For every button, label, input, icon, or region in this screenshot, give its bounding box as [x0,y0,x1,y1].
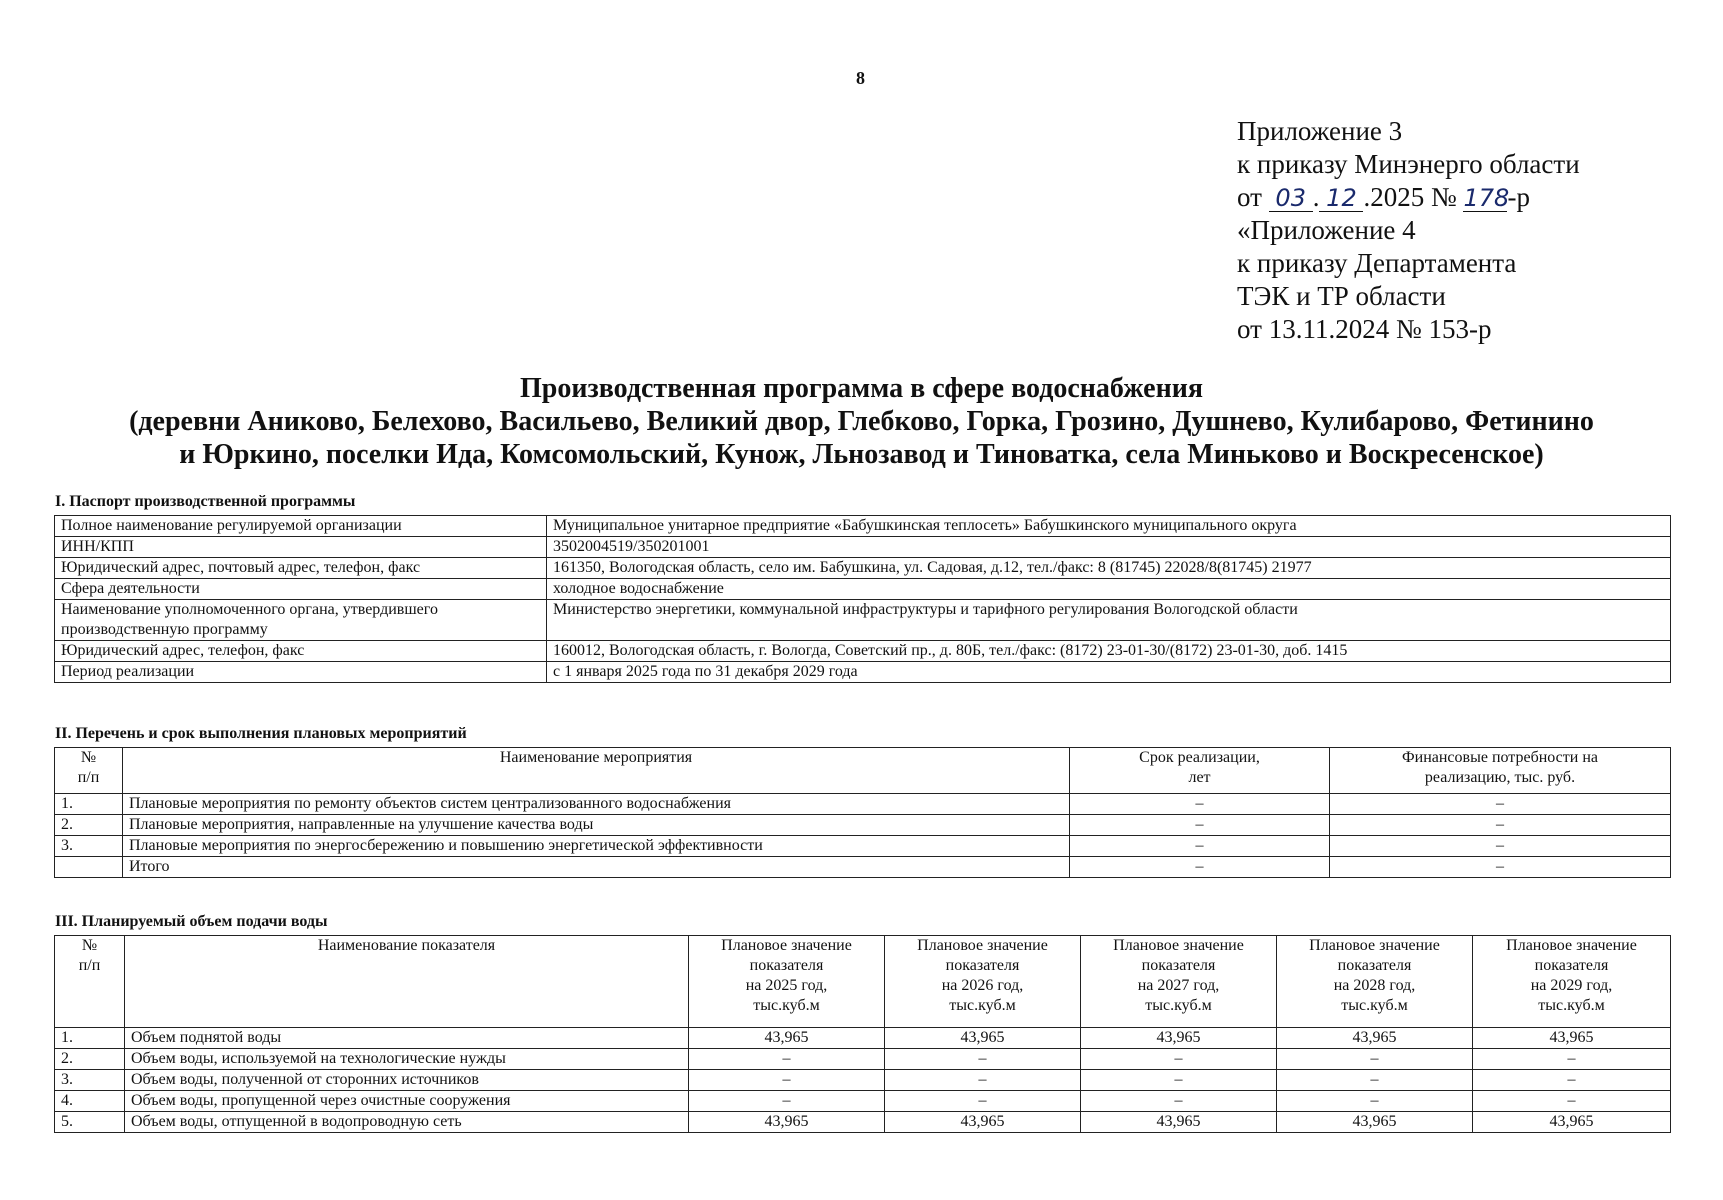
table-row [55,794,1671,815]
volume-value: 43,965 [885,1112,1081,1133]
volume-value: – [885,1070,1081,1091]
measures-header-term: Срок реализации, лет [1070,748,1330,794]
volume-value: – [689,1091,885,1112]
order-number-handwritten: 178 [1463,184,1510,212]
appendix-line-4: «Приложение 4 [1237,215,1416,245]
volume-header-name: Наименование показателя [125,936,689,1028]
measure-name: Итого [123,857,1070,878]
measure-term: – [1070,857,1330,878]
volume-value: – [885,1049,1081,1070]
volume-value: 43,965 [1081,1112,1277,1133]
table-row [55,579,1671,600]
passport-value: Муниципальное унитарное предприятие «Бабушкинская теплосеть» Бабушкинского муниципального округа [547,516,1671,537]
passport-value: 3502004519/350201001 [547,537,1671,558]
volume-value: – [1473,1070,1671,1091]
table-row [55,1070,1671,1091]
measure-name: Плановые мероприятия по ремонту объектов систем централизованного водоснабжения [123,794,1070,815]
table-row [55,836,1671,857]
volume-value: 43,965 [689,1112,885,1133]
table-row [55,600,1671,641]
volume-header-2027: Плановое значение показателя на 2027 год, тыс.куб.м [1081,936,1277,1028]
table-row [55,558,1671,579]
measure-finance: – [1330,794,1671,815]
table-row [55,1091,1671,1112]
volume-value: 43,965 [885,1028,1081,1049]
volume-value: – [1081,1049,1277,1070]
measure-num [55,857,123,878]
volume-num: 4. [55,1091,125,1112]
measure-finance: – [1330,857,1671,878]
table-row [55,537,1671,558]
volume-header-num: № п/п [55,936,125,1028]
measure-num: 1. [55,794,123,815]
passport-table [54,515,1671,683]
section-1-heading: I. Паспорт производственной программы [55,493,356,510]
appendix-line-7: от 13.11.2024 № 153-р [1237,314,1492,344]
volume-name: Объем воды, отпущенной в водопроводную сеть [125,1112,689,1133]
appendix-line-6: ТЭК и ТР области [1237,281,1446,311]
volume-num: 5. [55,1112,125,1133]
table-row [55,1028,1671,1049]
volume-value: 43,965 [1277,1112,1473,1133]
volume-value: – [1081,1091,1277,1112]
volume-value: 43,965 [689,1028,885,1049]
table-row [55,857,1671,878]
passport-label: Полное наименование регулируемой организации [55,516,547,537]
table-row [55,641,1671,662]
table-row [55,1049,1671,1070]
measure-num: 2. [55,815,123,836]
passport-label: Наименование уполномоченного органа, утвердившего производственную программу [55,600,547,641]
table-row [55,516,1671,537]
date-dot: . [1312,182,1320,212]
table-row [55,815,1671,836]
volume-header-2025: Плановое значение показателя на 2025 год, тыс.куб.м [689,936,885,1028]
volume-name: Объем воды, полученной от сторонних источников [125,1070,689,1091]
measure-name: Плановые мероприятия по энергосбережению и повышению энергетической эффективности [123,836,1070,857]
measures-header-finance: Финансовые потребности на реализацию, тыс. руб. [1330,748,1671,794]
volume-num: 2. [55,1049,125,1070]
water-volume-table [54,935,1671,1133]
volume-num: 1. [55,1028,125,1049]
order-month-handwritten: 12 [1319,185,1363,212]
passport-value: Министерство энергетики, коммунальной инфраструктуры и тарифного регулирования Вологодской области [547,600,1671,641]
volume-value: – [1081,1070,1277,1091]
measure-finance: – [1330,815,1671,836]
passport-label: Период реализации [55,662,547,683]
measures-table [54,747,1671,878]
title-line-1: Производственная программа в сфере водоснабжения [519,373,1204,404]
section-3-heading: III. Планируемый объем подачи воды [55,913,328,930]
passport-label: ИНН/КПП [55,537,547,558]
volume-value: – [1277,1070,1473,1091]
volume-value: – [885,1091,1081,1112]
order-prefix: от [1237,182,1262,212]
volume-name: Объем воды, используемой на технологические нужды [125,1049,689,1070]
page-number: 8 [856,68,865,88]
measure-term: – [1070,836,1330,857]
appendix-line-5: к приказу Департамента [1237,248,1517,278]
order-suffix: -р [1507,182,1530,212]
appendix-order-line [1237,181,1580,214]
volume-value: 43,965 [1473,1112,1671,1133]
document-title [0,372,1723,471]
measure-num: 3. [55,836,123,857]
order-day-handwritten: 03 [1269,185,1313,212]
table-row [55,1112,1671,1133]
table-row [55,662,1671,683]
passport-value: с 1 января 2025 года по 31 декабря 2029 года [547,662,1671,683]
volume-value: – [1277,1091,1473,1112]
volume-value: – [1473,1091,1671,1112]
volume-value: 43,965 [1473,1028,1671,1049]
passport-value: 161350, Вологодская область, село им. Бабушкина, ул. Садовая, д.12, тел./факс: 8 (81745) 22028/8(81745) 21977 [547,558,1671,579]
passport-label: Юридический адрес, почтовый адрес, телефон, факс [55,558,547,579]
measure-name: Плановые мероприятия, направленные на улучшение качества воды [123,815,1070,836]
volume-name: Объем воды, пропущенной через очистные сооружения [125,1091,689,1112]
appendix-line-1: Приложение 3 [1237,116,1403,146]
passport-label: Юридический адрес, телефон, факс [55,641,547,662]
appendix-line-2: к приказу Минэнерго области [1237,149,1580,179]
measures-header-num: № п/п [55,748,123,794]
appendix-block [1237,115,1580,346]
order-year: .2025 № [1363,182,1457,212]
volume-value: 43,965 [1081,1028,1277,1049]
measure-finance: – [1330,836,1671,857]
measure-term: – [1070,815,1330,836]
title-line-3: и Юркино, поселки Ида, Комсомольский, Кунож, Льнозавод и Тиноватка, села Миньково и Воскресенское) [179,439,1544,470]
volume-header-2026: Плановое значение показателя на 2026 год, тыс.куб.м [885,936,1081,1028]
passport-label: Сфера деятельности [55,579,547,600]
volume-value: – [689,1049,885,1070]
volume-header-2029: Плановое значение показателя на 2029 год, тыс.куб.м [1473,936,1671,1028]
title-line-2: (деревни Аниково, Белехово, Васильево, Великий двор, Глебково, Горка, Грозино, Душнево, Кулибарово, Фетинино [129,406,1594,437]
passport-value: 160012, Вологодская область, г. Вологда, Советский пр., д. 80Б, тел./факс: (8172) 23-01-30/(8172) 23-01-30, доб. 1415 [547,641,1671,662]
volume-name: Объем поднятой воды [125,1028,689,1049]
section-2-heading: II. Перечень и срок выполнения плановых мероприятий [55,725,467,742]
volume-value: – [689,1070,885,1091]
passport-value: холодное водоснабжение [547,579,1671,600]
volume-value: – [1473,1049,1671,1070]
measures-header-name: Наименование мероприятия [123,748,1070,794]
volume-value: 43,965 [1277,1028,1473,1049]
measure-term: – [1070,794,1330,815]
volume-num: 3. [55,1070,125,1091]
volume-value: – [1277,1049,1473,1070]
volume-header-2028: Плановое значение показателя на 2028 год, тыс.куб.м [1277,936,1473,1028]
